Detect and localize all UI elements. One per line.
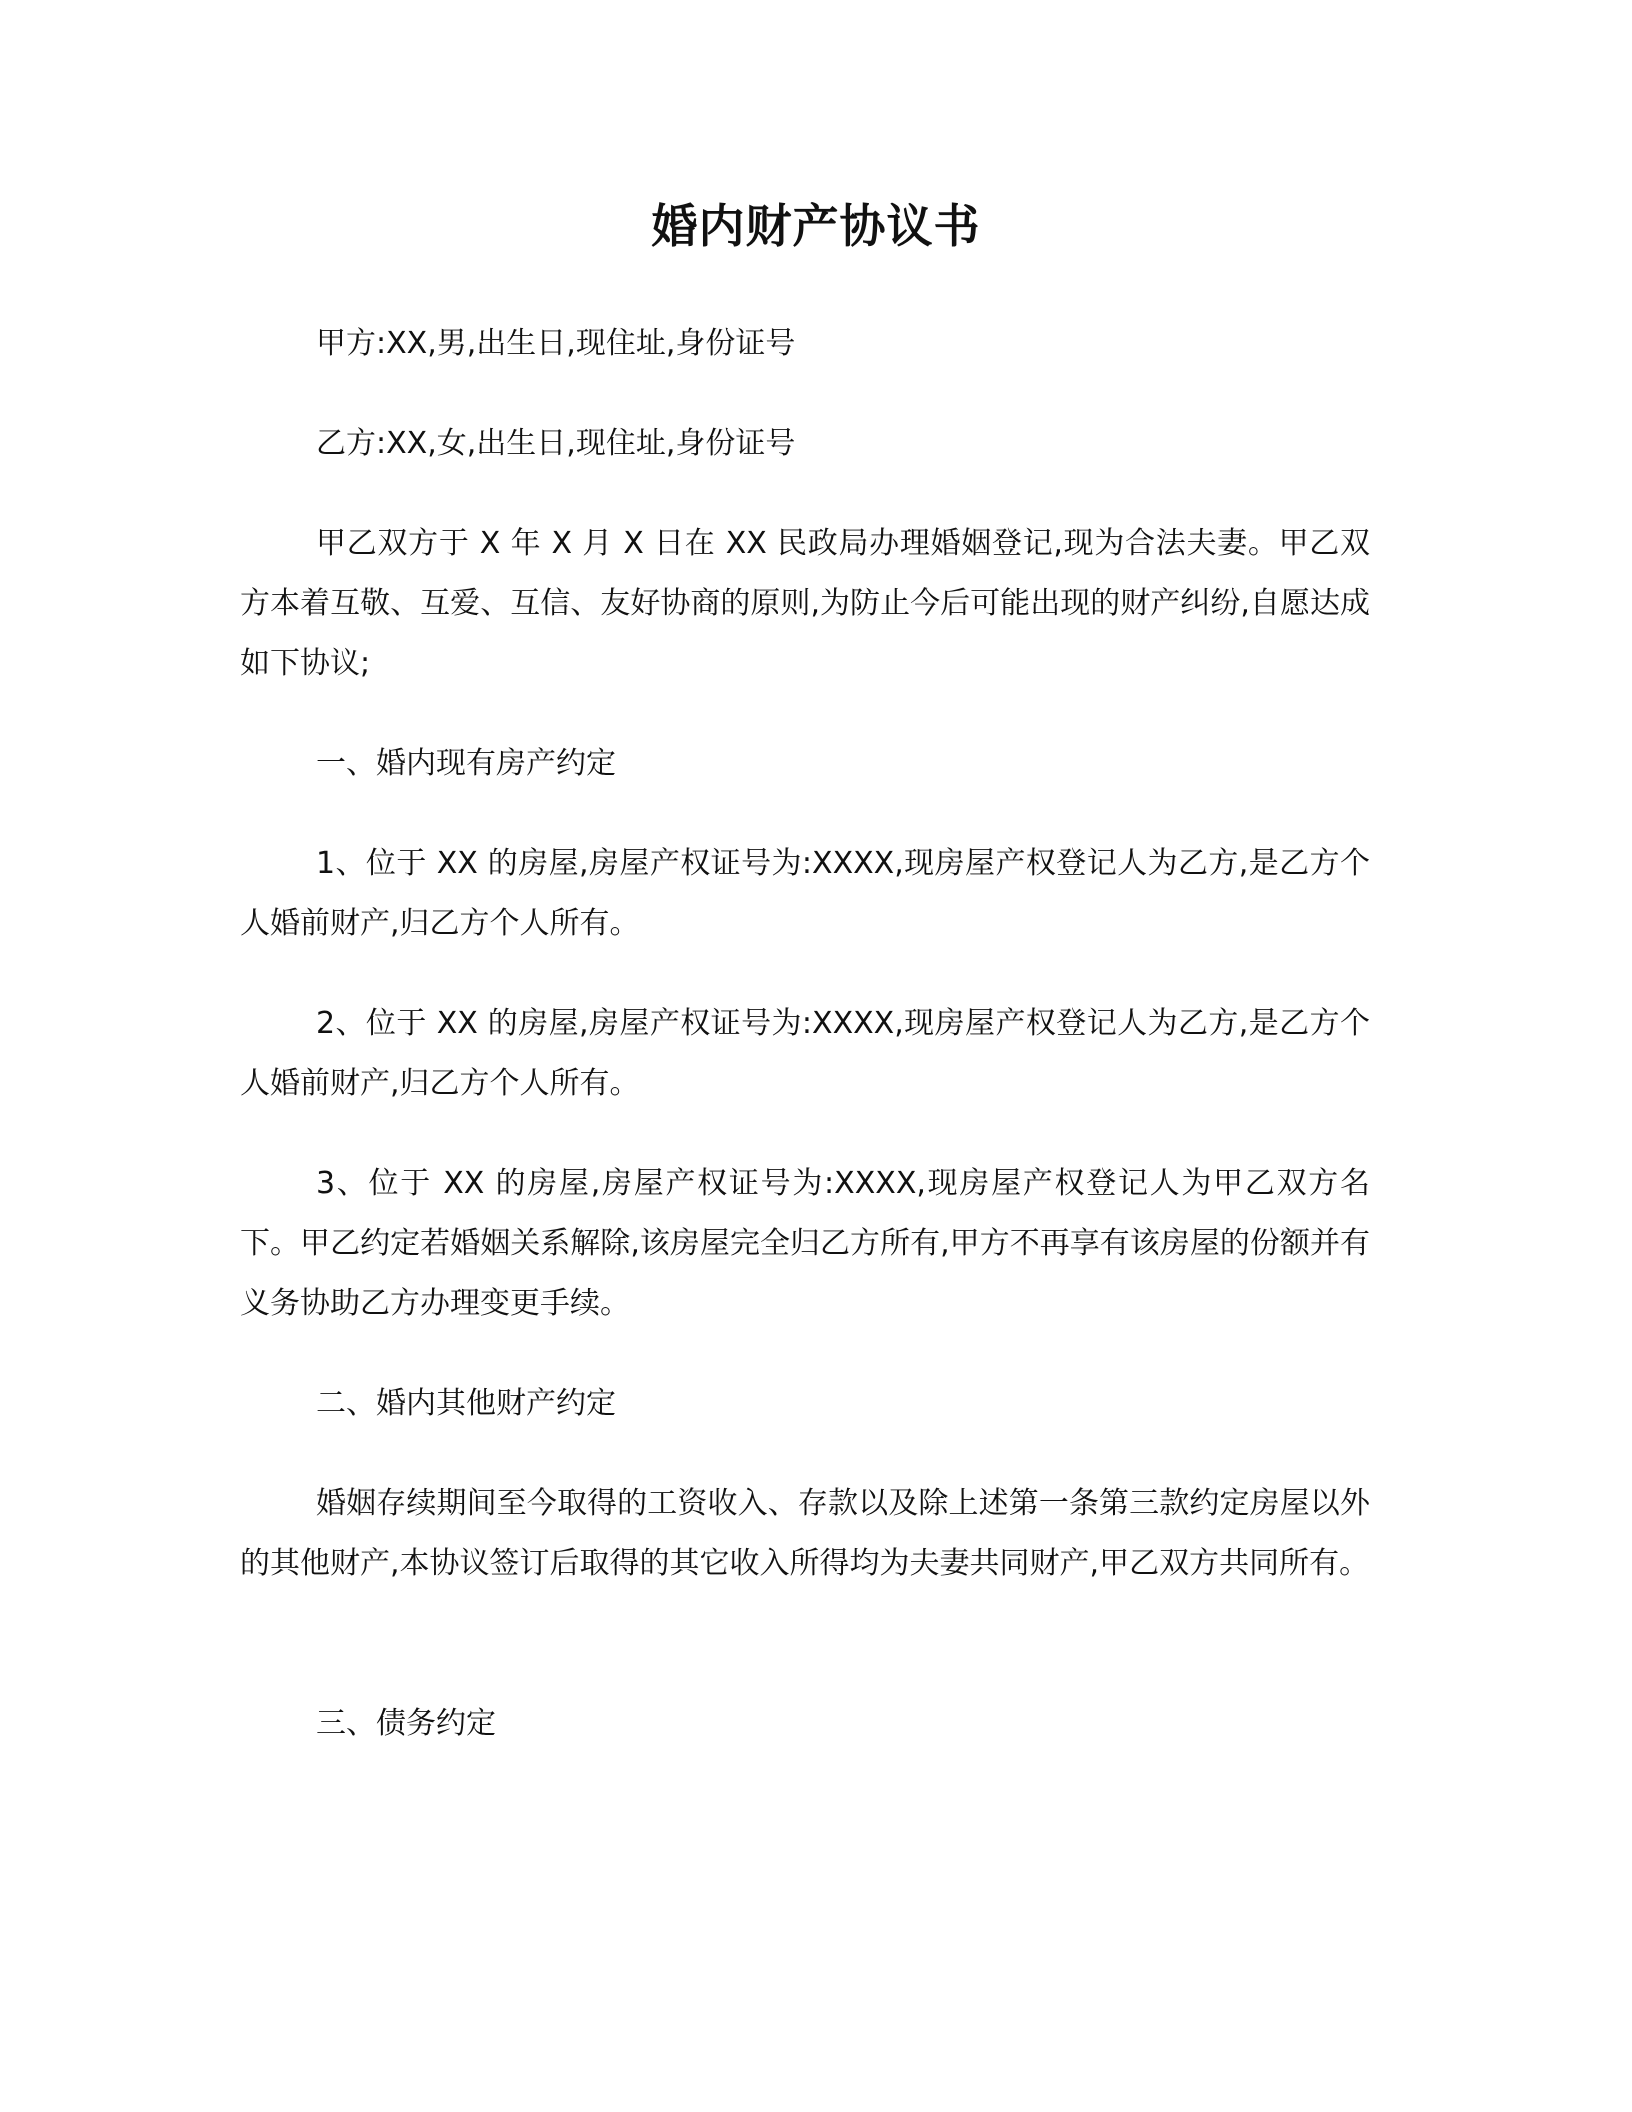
party-b-line: 乙方:XX,女,出生日,现住址,身份证号 (316, 426, 796, 461)
section-1-heading: 一、婚内现有房产约定 (316, 746, 616, 781)
preamble-paragraph: 甲乙双方于 X 年 X 月 X 日在 XX 民政局办理婚姻登记,现为合法夫妻。甲乙双方本着互敬、互爱、互信、友好协商的原则,为防止今后可能出现的财产纠纷,自愿达成如下协议; (240, 526, 1370, 681)
section-2-heading: 二、婚内其他财产约定 (316, 1386, 616, 1421)
section-1-item-1: 1、位于 XX 的房屋,房屋产权证号为:XXXX,现房屋产权登记人为乙方,是乙方个人婚前财产,归乙方个人所有。 (240, 846, 1370, 941)
section-1-item-3: 3、位于 XX 的房屋,房屋产权证号为:XXXX,现房屋产权登记人为甲乙双方名下。甲乙约定若婚姻关系解除,该房屋完全归乙方所有,甲方不再享有该房屋的份额并有义务协助乙方办理变更手续。 (240, 1166, 1370, 1321)
section-2-paragraph: 婚姻存续期间至今取得的工资收入、存款以及除上述第一条第三款约定房屋以外的其他财产,本协议签订后取得的其它收入所得均为夫妻共同财产,甲乙双方共同所有。 (240, 1486, 1370, 1581)
section-1-item-2: 2、位于 XX 的房屋,房屋产权证号为:XXXX,现房屋产权登记人为乙方,是乙方个人婚前财产,归乙方个人所有。 (240, 1006, 1370, 1101)
party-a-line: 甲方:XX,男,出生日,现住址,身份证号 (316, 326, 796, 361)
document-title: 婚内财产协议书 (651, 199, 981, 253)
section-3-heading: 三、债务约定 (316, 1706, 496, 1741)
